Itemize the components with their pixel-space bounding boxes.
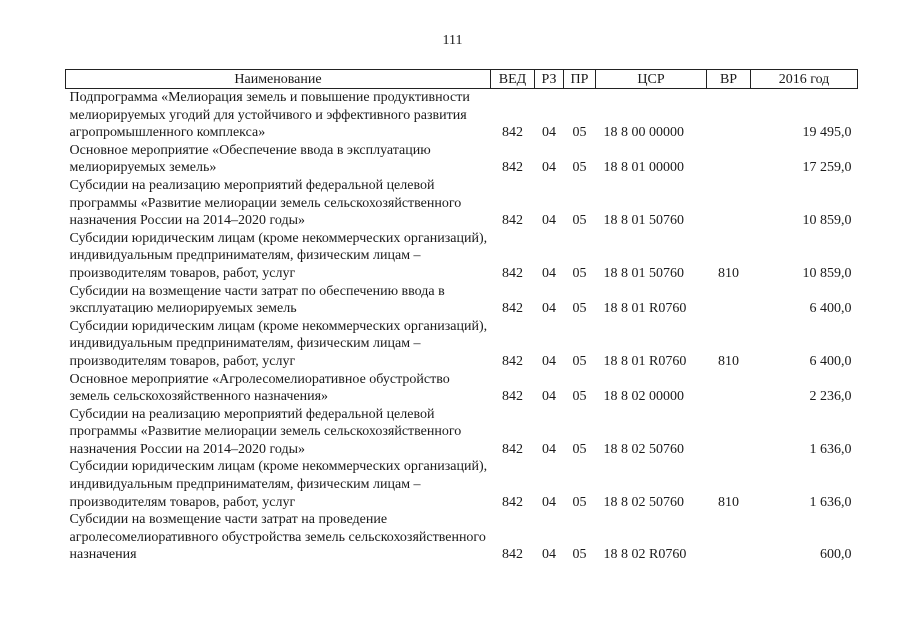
row-rz: 04 [542, 547, 556, 563]
row-rz: 04 [542, 160, 556, 176]
row-name: Субсидии на возмещение части затрат на проведение агролесомелиоративного обустройства земель сельскохозяйственного назначения [69, 512, 486, 563]
row-name: Основное мероприятие «Агролесомелиоративное обустройство земель сельскохозяйственного назначения» [69, 371, 450, 405]
table-row [66, 283, 858, 318]
row-ved: 842 [502, 160, 523, 176]
row-vr: 810 [718, 265, 739, 281]
row-amount: 600,0 [820, 547, 852, 563]
row-ved: 842 [502, 547, 523, 563]
row-pr: 05 [572, 160, 587, 176]
header-pr: ПР [564, 70, 596, 89]
row-name: Субсидии юридическим лицам (кроме некоммерческих организаций), индивидуальным предпринимателям, физическим лицам – производителям товаров, работ, услуг [69, 318, 488, 369]
row-rz: 04 [542, 353, 556, 369]
row-vr [707, 406, 751, 459]
header-ved: ВЕД [491, 70, 535, 89]
row-ved: 842 [502, 389, 523, 405]
row-ved: 842 [502, 301, 523, 317]
budget-table [65, 69, 858, 564]
table-row [66, 177, 858, 230]
row-amount: 1 636,0 [809, 494, 852, 510]
header-name: Наименование [66, 70, 491, 89]
row-ved: 842 [502, 125, 523, 141]
row-amount: 10 859,0 [802, 265, 852, 281]
row-pr: 05 [572, 213, 587, 229]
row-amount: 10 859,0 [802, 213, 852, 229]
row-vr [707, 89, 751, 142]
row-csr: 18 8 01 R0760 [603, 353, 687, 369]
row-vr [707, 371, 751, 406]
row-pr: 05 [572, 301, 587, 317]
row-amount: 6 400,0 [809, 353, 852, 369]
row-csr: 18 8 02 R0760 [603, 547, 687, 563]
row-amount: 2 236,0 [809, 389, 852, 405]
row-name: Субсидии юридическим лицам (кроме некоммерческих организаций), индивидуальным предпринимателям, физическим лицам – производителям товаров, работ, услуг [69, 459, 488, 510]
row-pr: 05 [572, 353, 587, 369]
row-vr [707, 177, 751, 230]
table-row [66, 511, 858, 564]
row-csr: 18 8 02 50760 [603, 441, 684, 457]
row-ved: 842 [502, 494, 523, 510]
header-rz: РЗ [535, 70, 564, 89]
row-rz: 04 [542, 265, 556, 281]
row-rz: 04 [542, 301, 556, 317]
table-row [66, 142, 858, 177]
table-row [66, 458, 858, 511]
table-row [66, 371, 858, 406]
header-row [66, 70, 858, 89]
row-csr: 18 8 01 00000 [603, 160, 684, 176]
header-csr: ЦСР [596, 70, 707, 89]
table-header [66, 70, 858, 89]
row-name: Субсидии на реализацию мероприятий федеральной целевой программы «Развитие мелиорации земель сельскохозяйственного назначения России на 2014–2020 годы» [69, 177, 462, 229]
table-row [66, 230, 858, 283]
row-csr: 18 8 00 00000 [603, 125, 684, 141]
row-name: Основное мероприятие «Обеспечение ввода в эксплуатацию мелиорируемых земель» [69, 142, 431, 176]
row-ved: 842 [502, 213, 523, 229]
row-pr: 05 [572, 494, 587, 510]
table-row [66, 89, 858, 142]
row-pr: 05 [572, 265, 587, 281]
row-rz: 04 [542, 125, 556, 141]
row-amount: 17 259,0 [802, 160, 852, 176]
row-rz: 04 [542, 494, 556, 510]
row-pr: 05 [572, 441, 587, 457]
row-csr: 18 8 02 50760 [603, 494, 684, 510]
row-csr: 18 8 01 50760 [603, 265, 684, 281]
row-pr: 05 [572, 125, 587, 141]
table-row [66, 406, 858, 459]
row-amount: 1 636,0 [809, 441, 852, 457]
row-csr: 18 8 01 50760 [603, 213, 684, 229]
row-rz: 04 [542, 213, 556, 229]
page-number: 111 [442, 33, 463, 48]
row-csr: 18 8 01 R0760 [603, 301, 687, 317]
row-rz: 04 [542, 441, 556, 457]
row-vr [707, 283, 751, 318]
row-pr: 05 [572, 547, 587, 563]
row-name: Субсидии на возмещение части затрат по обеспечению ввода в эксплуатацию мелиорируемых земель [69, 283, 445, 317]
row-ved: 842 [502, 441, 523, 457]
row-ved: 842 [502, 353, 523, 369]
row-amount: 6 400,0 [809, 301, 852, 317]
row-vr [707, 142, 751, 177]
header-year: 2016 год [751, 70, 858, 89]
row-rz: 04 [542, 389, 556, 405]
row-name: Субсидии юридическим лицам (кроме некоммерческих организаций), индивидуальным предпринимателям, физическим лицам – производителям товаров, работ, услуг [69, 230, 488, 281]
row-name: Субсидии на реализацию мероприятий федеральной целевой программы «Развитие мелиорации земель сельскохозяйственного назначения России на 2014–2020 годы» [69, 406, 462, 457]
row-amount: 19 495,0 [802, 125, 852, 141]
row-csr: 18 8 02 00000 [603, 389, 684, 405]
row-ved: 842 [502, 265, 523, 281]
table-body [66, 89, 858, 565]
row-vr: 810 [718, 494, 739, 510]
header-vr: ВР [707, 70, 751, 89]
row-vr: 810 [718, 353, 739, 369]
row-pr: 05 [572, 389, 587, 405]
row-vr [707, 511, 751, 564]
table-row [66, 318, 858, 371]
row-name: Подпрограмма «Мелиорация земель и повышение продуктивности мелиорируемых угодий для устойчивого и эффективного развития агропромышленного комплекса» [69, 90, 470, 141]
